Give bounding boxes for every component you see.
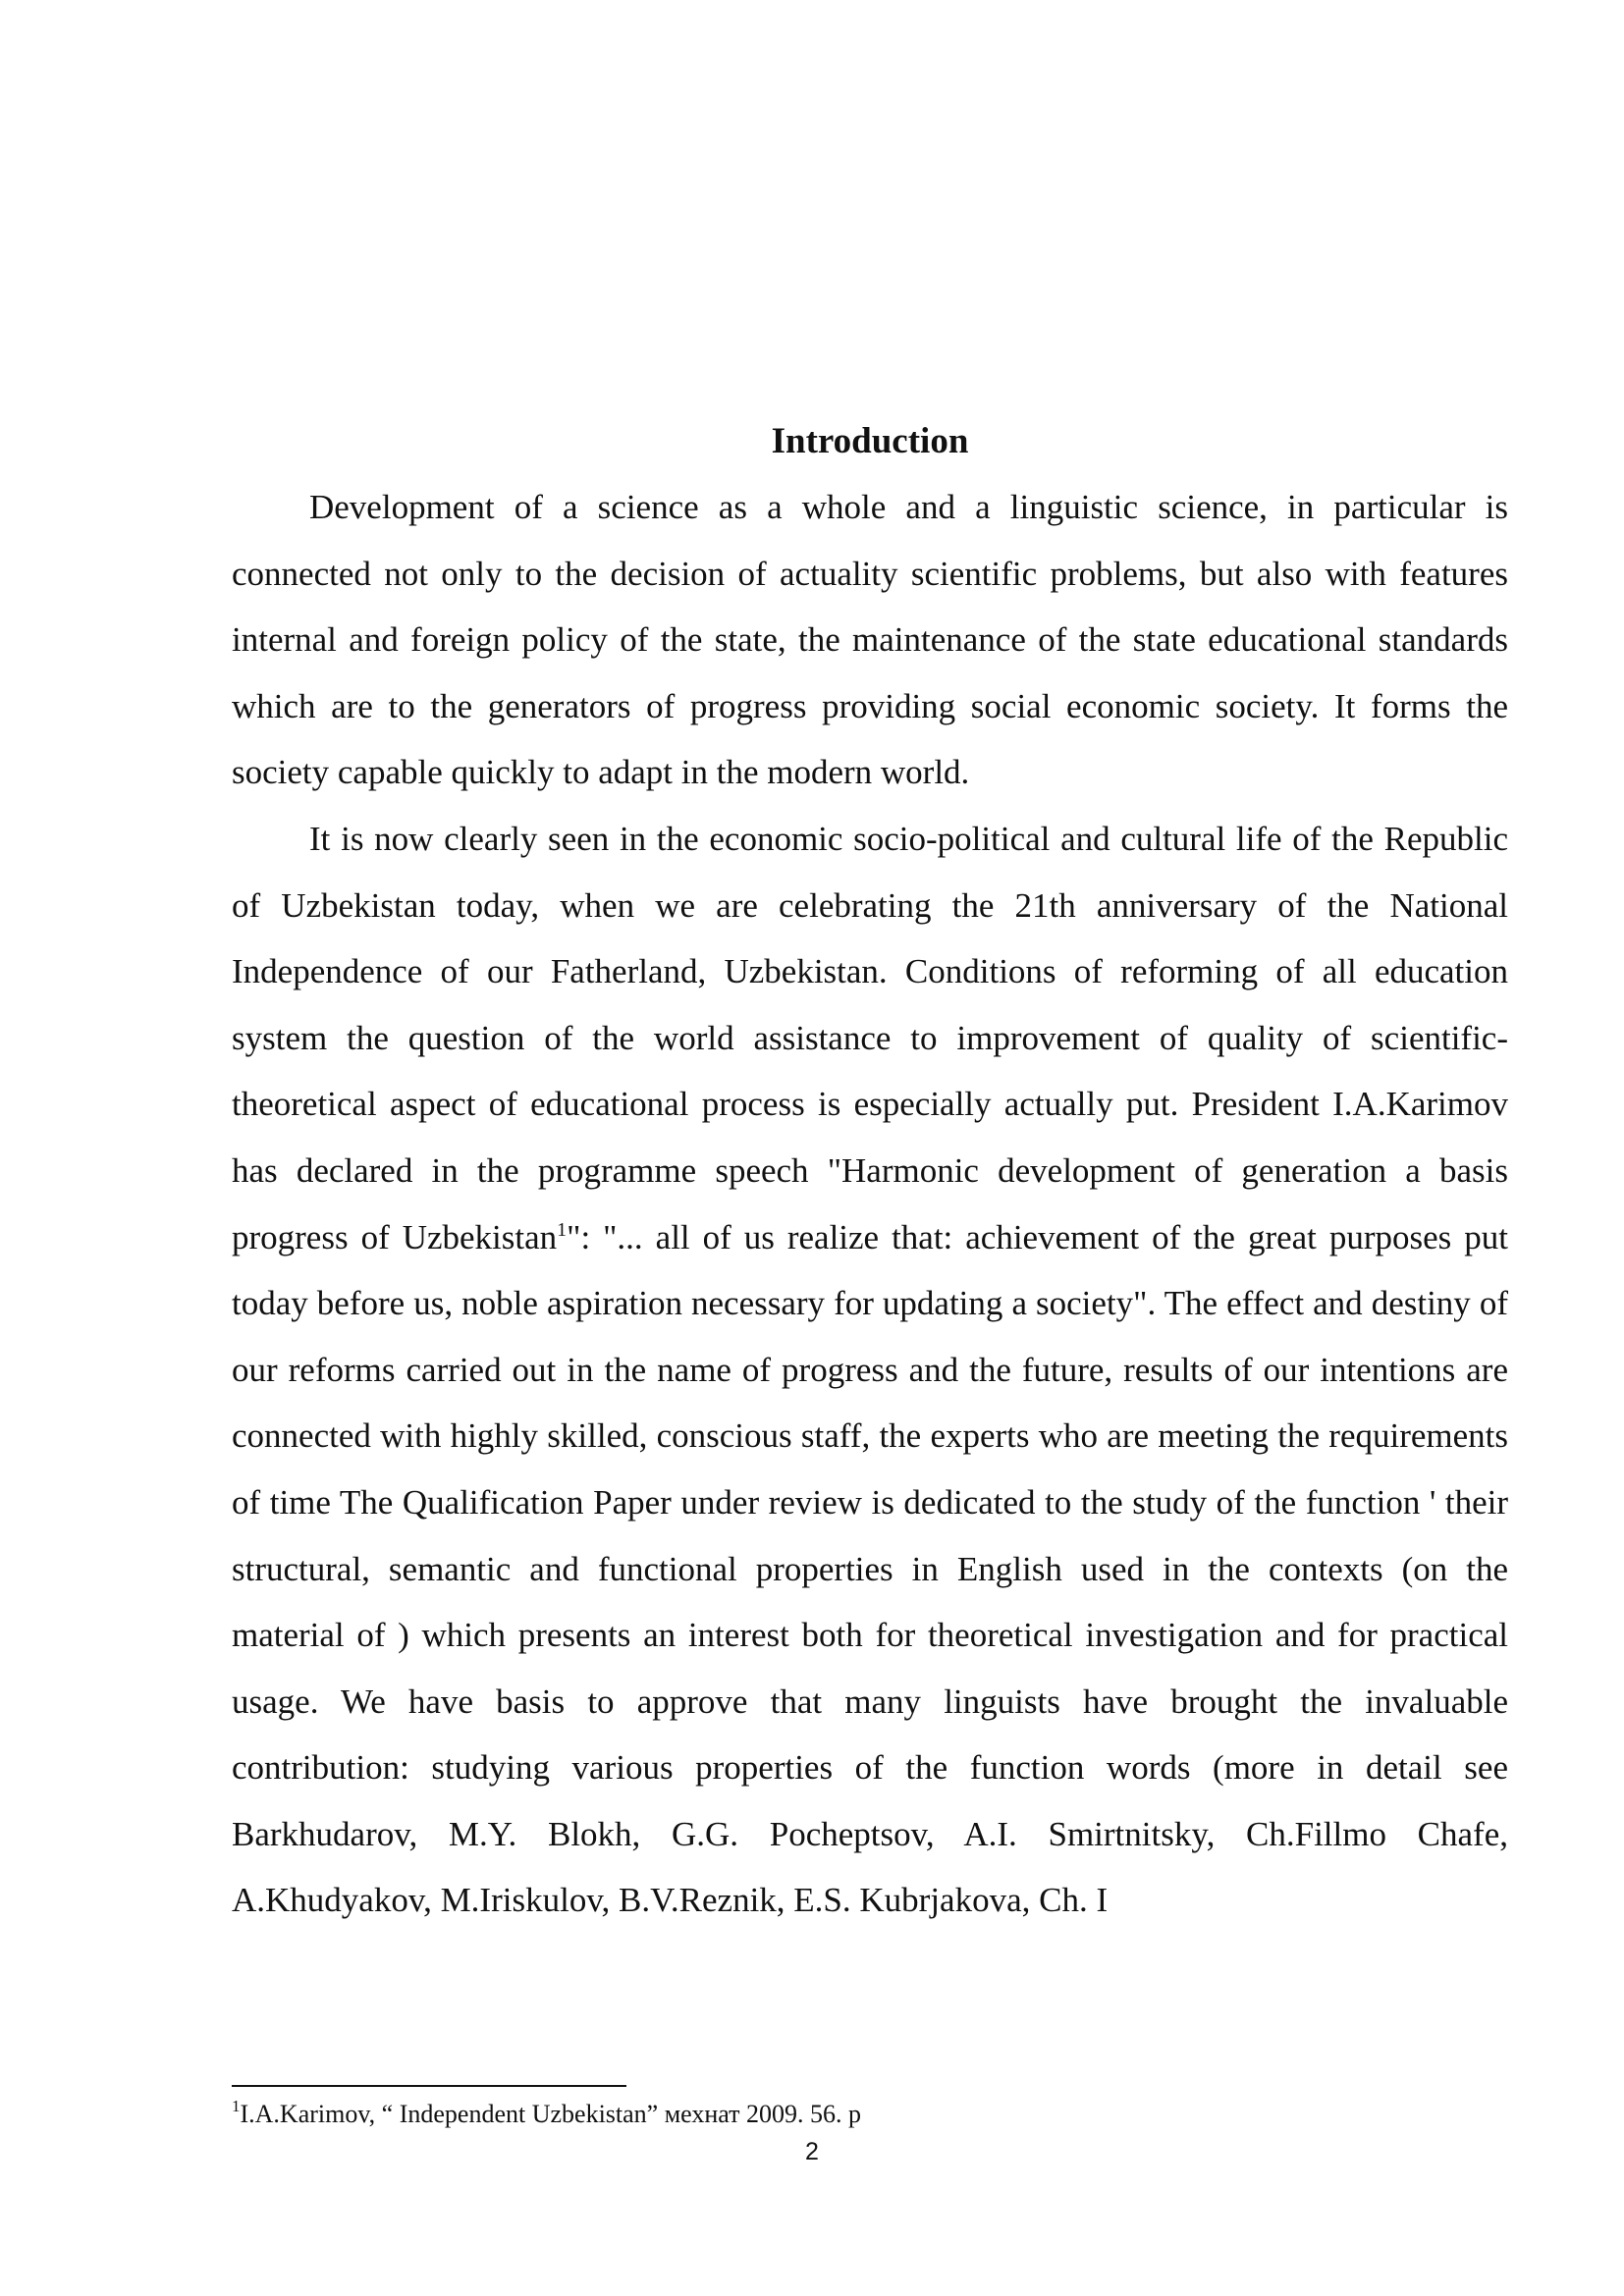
footnote-text: I.A.Karimov, “ Independent Uzbekistan” мехнат 2009. 56. p [240,2100,862,2128]
paragraph [232,806,1508,1934]
paragraph-text: It is now clearly seen in the economic socio-political and cultural life of the Republic of Uzbekistan today, when we are celebrating the 21th anniversary of the National Independence of our Fatherland, Uzbekistan. Conditions of reforming of all education system the question of the world assistance to improvement of quality of scientific-theoretical aspect of educational process is especially actually put. President I.A.Karimov has declared in the programme speech "Harmonic development of generation a basis progress of Uzbekistan [232,819,1508,1256]
footnote-reference: 1 [557,1218,568,1241]
footnote [232,2098,861,2131]
paragraph-text: ": "... all of us realize that: achievement of the great purposes put today before us, noble aspiration necessary for updating a society". The effect and destiny of our reforms carried out in the name of progress and the future, results of our intentions are connected with highly skilled, conscious staff, the experts who are meeting the requirements of time The Qualification Paper under review is dedicated to the study of the function ' their structural, semantic and functional properties in English used in the contexts (on the material of ) which presents an interest both for theoretical investigation and for practical usage. We have basis to approve that many linguists have brought the invaluable contribution: studying various properties of the function words (more in detail see Barkhudarov, M.Y. Blokh, G.G. Pocheptsov, A.I. Smirtnitsky, Ch.Fillmo Chafe, A.Khudyakov, M.Iriskulov, B.V.Reznik, E.S. Kubrjakova, Ch. I [232,1217,1508,1920]
page-number: 2 [805,2138,819,2165]
section-title: Introduction [771,421,969,461]
footnote-separator [232,2085,626,2087]
body-text [232,474,1508,1934]
paragraph: Development of a science as a whole and a linguistic science, in particular is connected not only to the decision of actuality scientific problems, but also with features internal and foreign policy of the state, the maintenance of the state educational standards which are to the generators of progress providing social economic society. It forms the society capable quickly to adapt in the modern world. [232,488,1508,792]
footnote-marker: 1 [232,2097,241,2115]
